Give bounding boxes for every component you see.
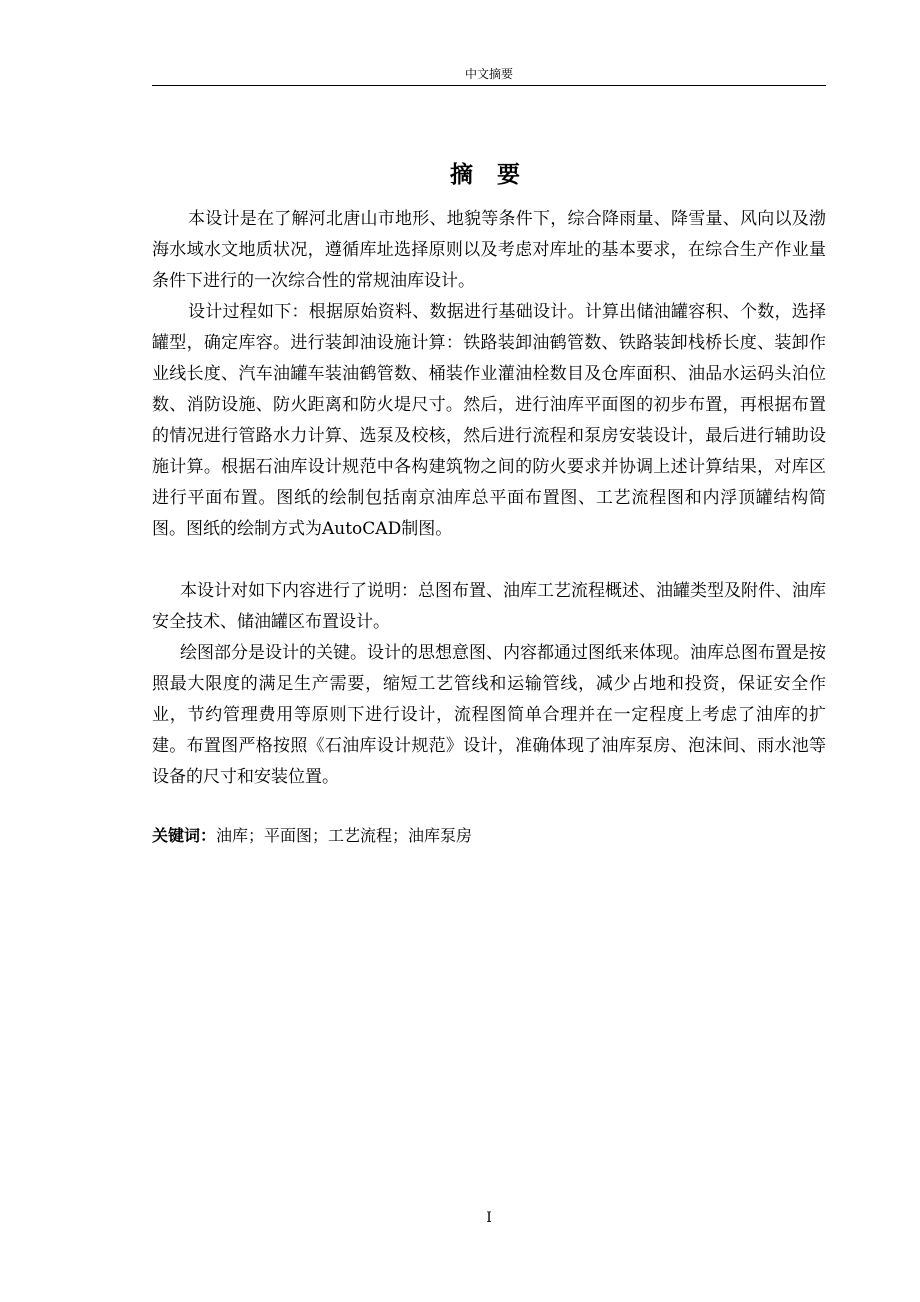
abstract-title: 摘 要 [449, 162, 528, 188]
abstract-paragraph-2: 设计过程如下：根据原始资料、数据进行基础设计。计算出储油罐容积、个数，选择罐型，确定库容。进行装卸油设施计算：铁路装卸油鹤管数、铁路装卸栈桥长度、装卸作业线长度、汽车油罐车装油鹤管数、桶装作业灌油栓数目及仓库面积、油品水运码头泊位数、消防设施、防火距离和防火堤尺寸。然后，进行油库平面图的初步布置，再根据布置的情况进行管路水力计算、选泵及校核，然后进行流程和泵房安装设计，最后进行辅助设施计算。根据石油库设计规范中各构建筑物之间的防火要求并协调上述计算结果，对库区进行平面布置。图纸的绘制包括南京油库总平面布置图、工艺流程图和内浮顶罐结构简图。图纸的绘制方式为AutoCAD制图。 [152, 302, 826, 539]
keywords-line [152, 823, 826, 849]
abstract-paragraph-3: 本设计对如下内容进行了说明：总图布置、油库工艺流程概述、油罐类型及附件、油库安全技术、储油罐区布置设计。 [152, 581, 826, 632]
abstract-paragraph-1: 本设计是在了解河北唐山市地形、地貌等条件下，综合降雨量、降雪量、风向以及渤海水域水文地质状况，遵循库址选择原则以及考虑对库址的基本要求，在综合生产作业量条件下进行的一次综合性的常规油库设计。 [152, 209, 826, 291]
keywords-text: 油库；平面图；工艺流程；油库泵房 [216, 826, 473, 845]
keywords-label: 关键词： [152, 826, 217, 845]
abstract-paragraph-4: 绘图部分是设计的关键。设计的思想意图、内容都通过图纸来体现。油库总图布置是按照最大限度的满足生产需要，缩短工艺管线和运输管线，减少占地和投资，保证安全作业，节约管理费用等原则下进行设计，流程图简单合理并在一定程度上考虑了油库的扩建。布置图严格按照《石油库设计规范》设计，准确体现了油库泵房、泡沫间、雨水池等设备的尺寸和安装位置。 [152, 643, 826, 787]
header-divider [152, 85, 826, 86]
running-header: 中文摘要 [464, 67, 513, 81]
page-number: I [486, 1210, 492, 1226]
